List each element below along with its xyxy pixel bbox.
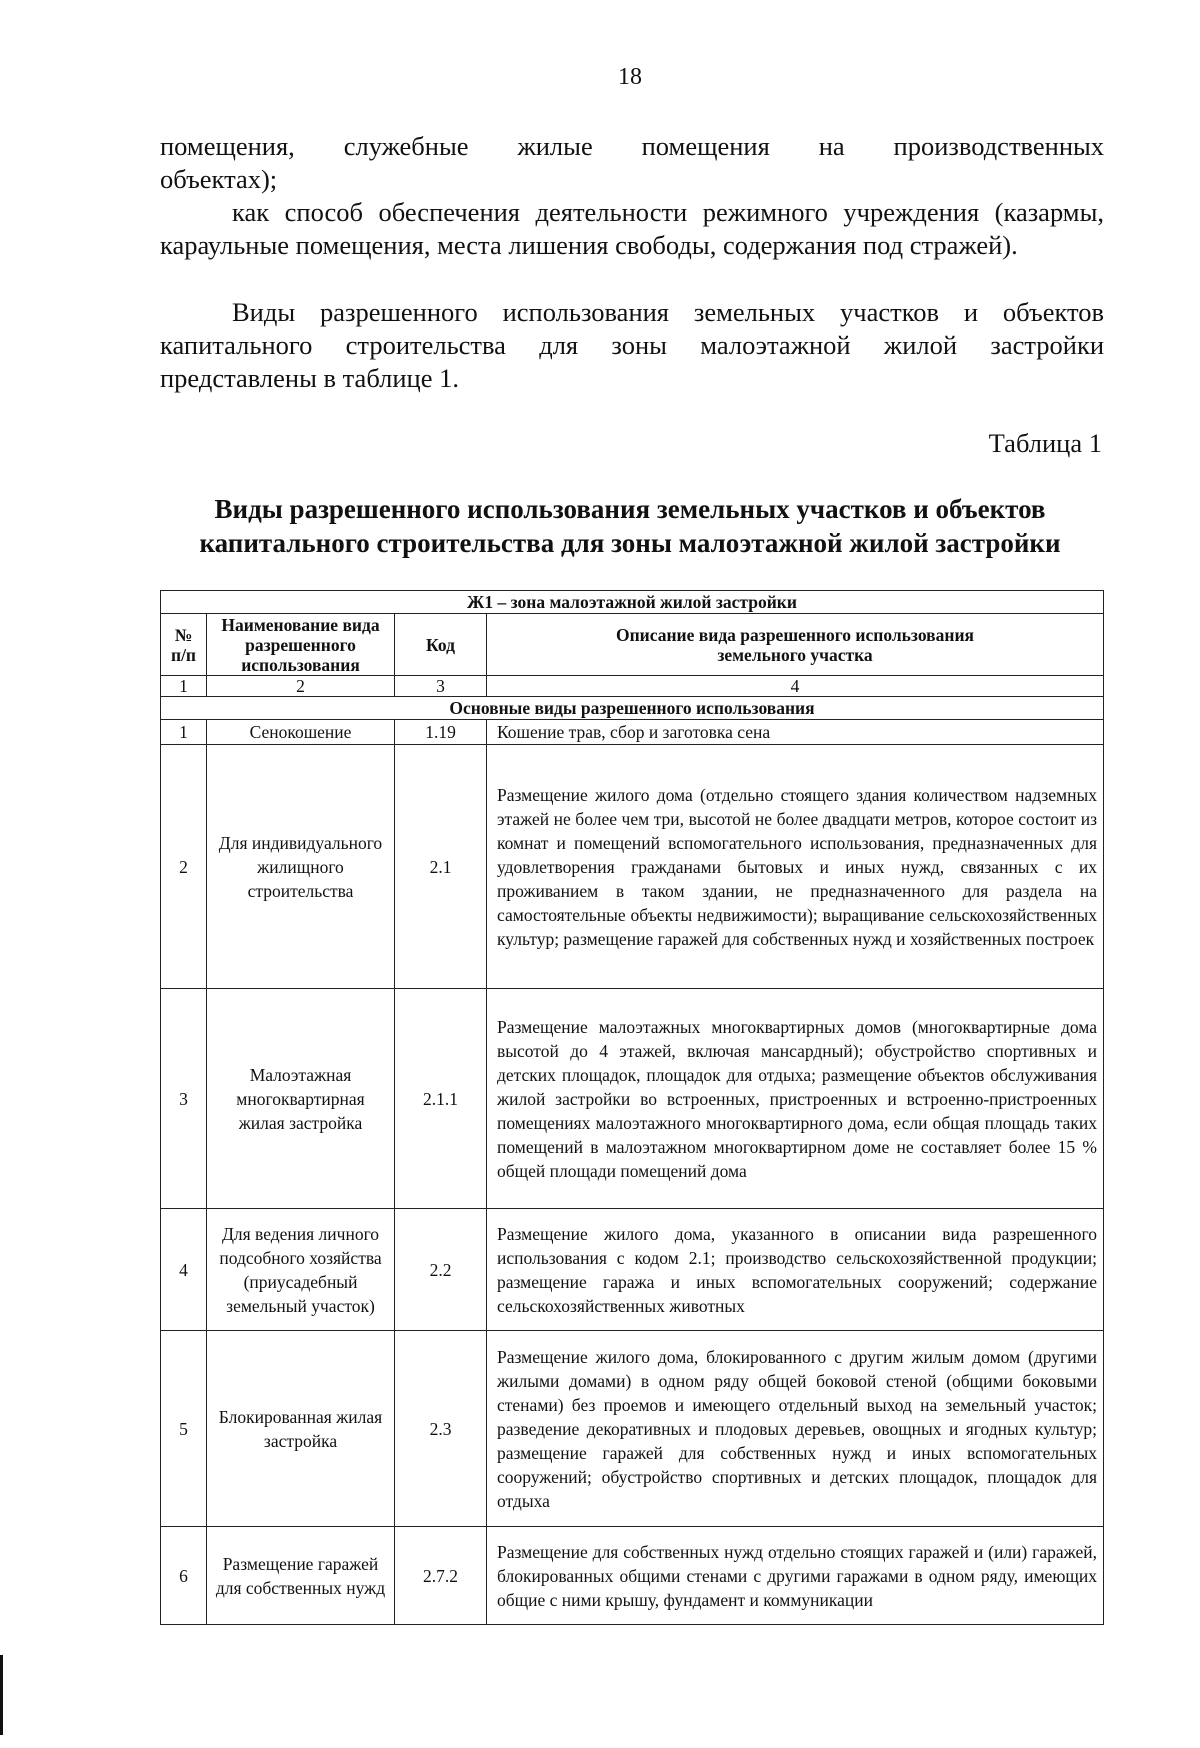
- word: помещения,: [160, 131, 295, 161]
- row-name: Малоэтажная многоквартирная жилая застройка: [207, 989, 395, 1209]
- row-num: 3: [161, 989, 207, 1209]
- section-row: [161, 697, 1104, 720]
- table-row: [161, 1209, 1104, 1331]
- header-code: Код: [395, 614, 487, 676]
- row-description: Размещение малоэтажных многоквартирных домов (многоквартирные дома высотой до 4 этажей, включая мансардный); обустройство спортивных и детских площадок, площадок для отдыха; размещение объектов обслуживания жилой застройки во встроенных, пристроенных и встроенно-пристроенных помещениях малоэтажного многоквартирного дома, если общая площадь таких помещений в малоэтажном многоквартирном доме не составляет более 15 % общей площади помещений дома: [487, 989, 1104, 1209]
- zone-header: Ж1 – зона малоэтажной жилой застройки: [161, 591, 1104, 614]
- column-number: 2: [207, 676, 395, 697]
- row-description: Размещение для собственных нужд отдельно стоящих гаражей и (или) гаражей, блокированных общими стенами с другими гаражами в одном ряду, имеющих общие с ними крышу, фундамент и коммуникации: [487, 1527, 1104, 1625]
- row-num: 2: [161, 745, 207, 989]
- zone-header-row: [161, 591, 1104, 614]
- column-number: 4: [487, 676, 1104, 697]
- page-number: 18: [618, 64, 642, 90]
- row-code: 1.19: [395, 720, 487, 745]
- word: служебные: [343, 131, 469, 161]
- row-description: Размещение жилого дома, указанного в описании вида разрешенного использования с кодом 2.1; производство сельскохозяйственной продукции; размещение гаража и иных вспомогательных сооружений; содержание сельскохозяйственных животных: [487, 1209, 1104, 1331]
- row-num: 6: [161, 1527, 207, 1625]
- row-code: 2.7.2: [395, 1527, 487, 1625]
- column-number: 1: [161, 676, 207, 697]
- paragraph-regime-institution: как способ обеспечения деятельности режимного учреждения (казармы, караульные помещения, места лишения свободы, содержания под стражей).: [160, 197, 1104, 260]
- row-num: 1: [161, 720, 207, 745]
- land-use-table: [160, 590, 1104, 1625]
- table-label: Таблица 1: [988, 428, 1102, 458]
- table-title-line: капитального строительства для зоны малоэтажной жилой застройки: [199, 528, 1061, 558]
- row-num: 4: [161, 1209, 207, 1331]
- row-name: Для ведения личного подсобного хозяйства (приусадебный земельный участок): [207, 1209, 395, 1331]
- header-name: Наименование вида разрешенного использования: [207, 614, 395, 676]
- table-row: [161, 745, 1104, 989]
- section-header: Основные виды разрешенного использования: [161, 697, 1104, 720]
- scan-margin-mark: [0, 1655, 3, 1735]
- row-code: 2.3: [395, 1331, 487, 1527]
- column-header-row: [161, 614, 1104, 676]
- word: помещения: [641, 131, 770, 161]
- table-row: [161, 720, 1104, 745]
- row-description: Размещение жилого дома (отдельно стоящего здания количеством надземных этажей не более чем три, высотой не более двадцати метров, которое состоит из комнат и помещений вспомогательного использования, предназначенных для удовлетворения гражданами бытовых и иных нужд, связанных с их проживанием в таком здании, не предназначенного для раздела на самостоятельные объекты недвижимости); выращивание сельскохозяйственных культур; размещение гаражей для собственных нужд и хозяйственных построек: [487, 745, 1104, 989]
- header-description: Описание вида разрешенного использования земельного участка: [487, 614, 1104, 676]
- row-description: Размещение жилого дома, блокированного с другим жилым домом (другими жилыми домами) в одном ряду общей боковой стеной (общими боковыми стенами) без проемов и имеющего отдельный выход на земельный участок; разведение декоративных и плодовых деревьев, овощных и ягодных культур; размещение гаражей для собственных нужд и иных вспомогательных сооружений; обустройство спортивных и детских площадок, площадок для отдыха: [487, 1331, 1104, 1527]
- row-name: Блокированная жилая застройка: [207, 1331, 395, 1527]
- column-number-row: [161, 676, 1104, 697]
- column-number: 3: [395, 676, 487, 697]
- table-title-line: Виды разрешенного использования земельных участков и объектов: [214, 494, 1046, 524]
- paragraph-line: объектах);: [160, 164, 278, 194]
- table-title: [130, 492, 1130, 560]
- paragraph-continuation: [160, 130, 1104, 196]
- word: жилые: [517, 131, 593, 161]
- row-name: Сенокошение: [207, 720, 395, 745]
- word: производственных: [893, 131, 1105, 161]
- row-code: 2.1: [395, 745, 487, 989]
- paragraph-table-intro: Виды разрешенного использования земельных участков и объектов капитального строительства для зоны малоэтажной жилой застройки представлены в таблице 1.: [160, 297, 1104, 393]
- table-row: [161, 989, 1104, 1209]
- row-code: 2.1.1: [395, 989, 487, 1209]
- row-num: 5: [161, 1331, 207, 1527]
- table-row: [161, 1527, 1104, 1625]
- header-num: № п/п: [161, 614, 207, 676]
- table-row: [161, 1331, 1104, 1527]
- row-name: Для индивидуального жилищного строительства: [207, 745, 395, 989]
- row-description: Кошение трав, сбор и заготовка сена: [487, 720, 1104, 745]
- row-code: 2.2: [395, 1209, 487, 1331]
- paragraph-line: [160, 130, 1104, 163]
- word: на: [818, 131, 845, 161]
- row-name: Размещение гаражей для собственных нужд: [207, 1527, 395, 1625]
